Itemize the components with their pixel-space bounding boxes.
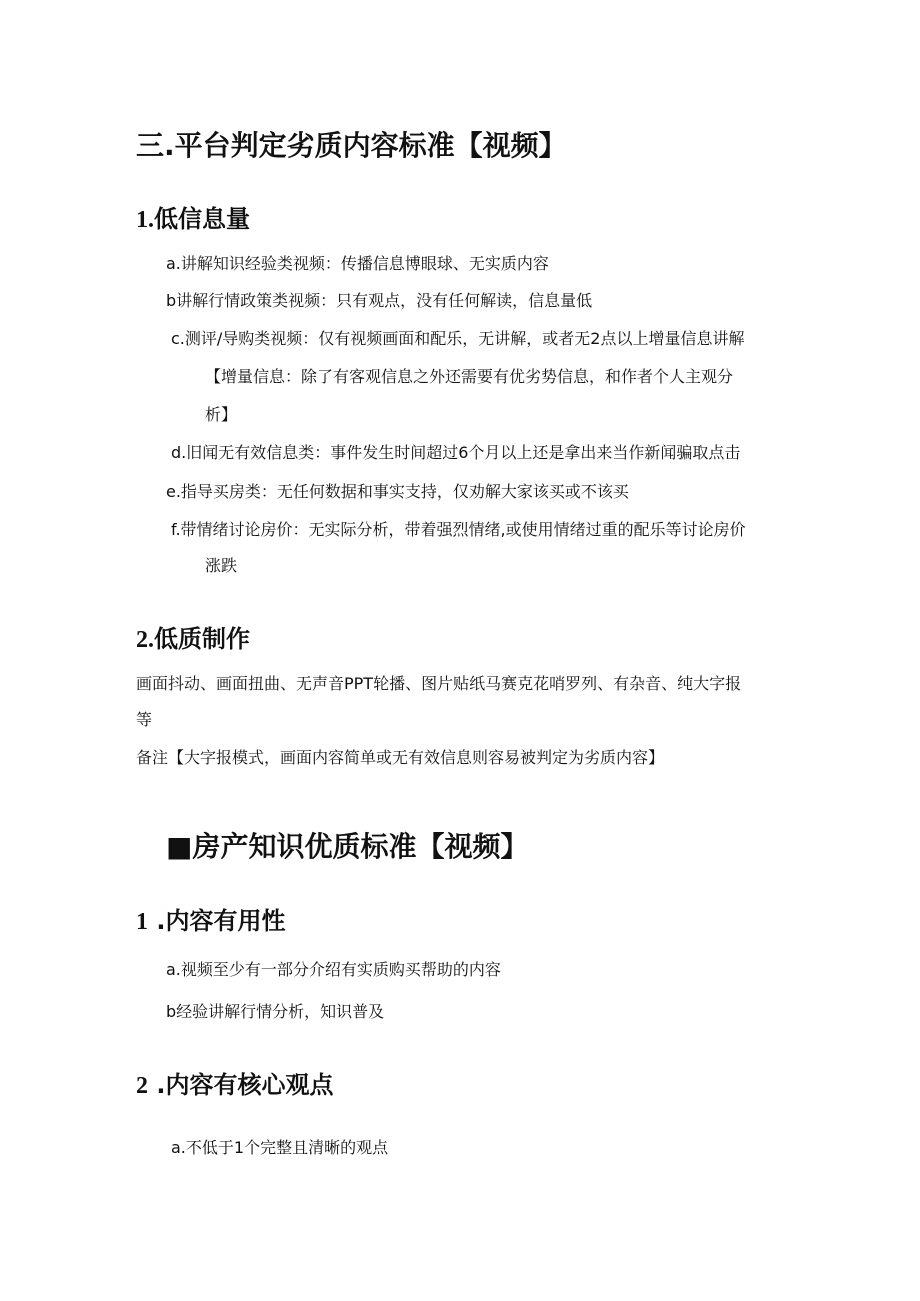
list-item: a.讲解知识经验类视频：传播信息博眼球、无实质内容 [166, 254, 549, 273]
heading-number: 1. [136, 207, 154, 233]
heading-usefulness [136, 909, 285, 934]
note-line: 备注【大字报模式，画面内容简单或无有效信息则容易被判定为劣质内容】 [136, 748, 665, 767]
heading-text: 低信息量 [154, 205, 250, 233]
heading-number: 2 [136, 1073, 148, 1099]
heading-text: .内容有核心观点 [148, 1071, 334, 1099]
heading-number: 1 [136, 909, 148, 935]
section-3-title: 三.平台判定劣质内容标准【视频】 [136, 129, 567, 162]
paragraph-line: 画面抖动、画面扭曲、无声音PPT轮播、图片贴纸马赛克花哨罗列、有杂音、纯大字报 [136, 674, 742, 693]
heading-text: 低质制作 [154, 625, 250, 653]
list-item: e.指导买房类：无任何数据和事实支持，仅劝解大家该买或不该买 [166, 482, 629, 501]
list-item: a.视频至少有一部分介绍有实质购买帮助的内容 [166, 960, 501, 979]
heading-number: 2. [136, 627, 154, 653]
list-item: d.旧闻无有效信息类：事件发生时间超过6个月以上还是拿出来当作新闻骗取点击 [171, 443, 741, 462]
quality-standard-title: ■房产知识优质标准【视频】 [166, 830, 529, 863]
list-item-continuation: 析】 [205, 405, 238, 424]
heading-text: .内容有用性 [148, 907, 286, 935]
heading-core-viewpoint [136, 1073, 333, 1098]
list-item: f.带情绪讨论房价：无实际分析，带着强烈情绪,或使用情绪过重的配乐等讨论房价 [171, 520, 746, 539]
heading-low-quality-production [136, 627, 250, 652]
list-item: a.不低于1个完整且清晰的观点 [171, 1138, 389, 1157]
heading-low-information [136, 207, 250, 232]
list-item-continuation: 涨跌 [205, 556, 238, 575]
list-item: c.测评/导购类视频：仅有视频画面和配乐，无讲解，或者无2点以上增量信息讲解 [171, 329, 745, 348]
list-item: b讲解行情政策类视频：只有观点，没有任何解读，信息量低 [166, 291, 593, 310]
list-item: b经验讲解行情分析，知识普及 [166, 1002, 385, 1021]
list-item-continuation: 【增量信息：除了有客观信息之外还需要有优劣势信息，和作者个人主观分 [205, 367, 734, 386]
paragraph-line: 等 [136, 710, 153, 729]
